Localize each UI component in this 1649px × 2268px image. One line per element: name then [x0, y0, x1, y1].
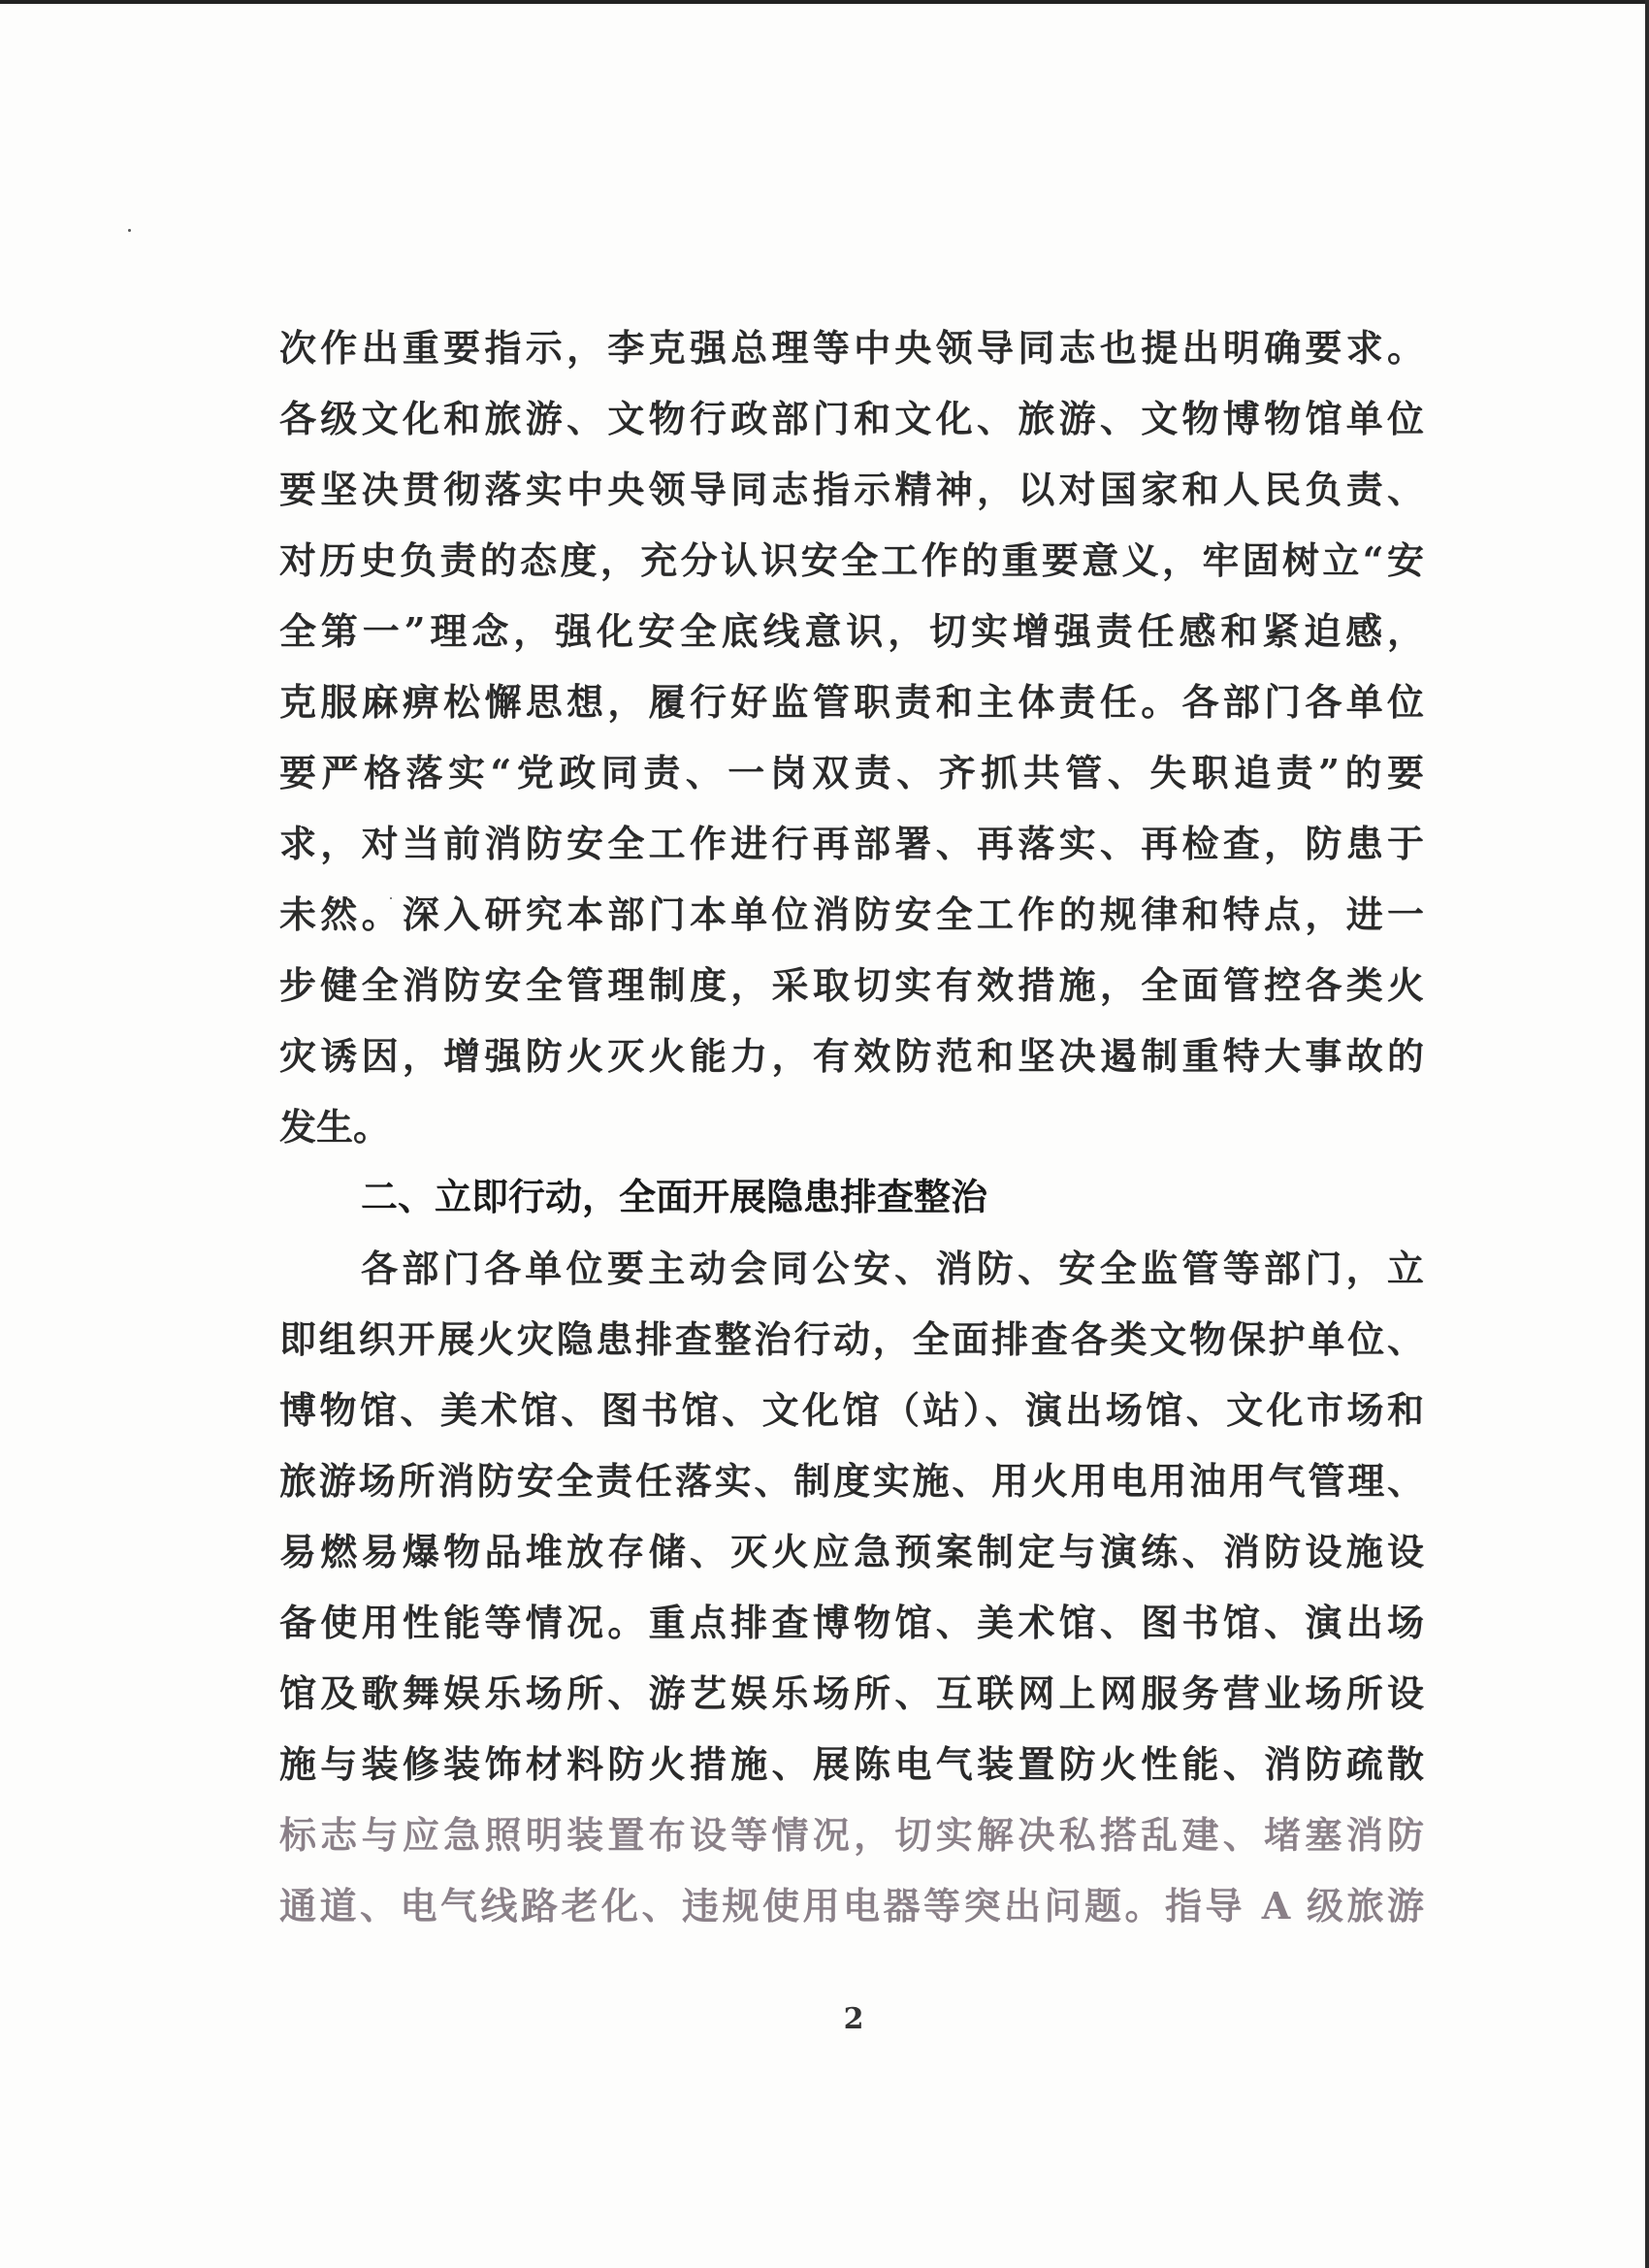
text-line: 博物馆、美术馆、图书馆、文化馆（站）、演出场馆、文化市场和	[279, 1388, 1424, 1432]
text-line: 标志与应急照明装置布设等情况，切实解决私搭乱建、堵塞消防	[279, 1813, 1424, 1857]
text-line: 馆及歌舞娱乐场所、游艺娱乐场所、互联网上网服务营业场所设	[279, 1671, 1424, 1715]
text-line: 要坚决贯彻落实中央领导同志指示精神，以对国家和人民负责、	[279, 468, 1424, 511]
text-line: 对历史负责的态度，充分认识安全工作的重要意义，牢固树立“安	[279, 538, 1424, 582]
text-line: 求，对当前消防安全工作进行再部署、再落实、再检查，防患于	[279, 822, 1424, 865]
scan-border-top	[0, 0, 1649, 4]
text-line: 各部门各单位要主动会同公安、消防、安全监管等部门，立	[361, 1247, 1424, 1290]
paragraph-1	[279, 312, 1424, 1162]
document-body	[279, 312, 1424, 1941]
text-line: 通道、电气线路老化、违规使用电器等突出问题。指导 A 级旅游	[279, 1884, 1424, 1928]
text-line: 未然。深入研究本部门本单位消防安全工作的规律和特点，进一	[279, 892, 1424, 936]
section-heading: 二、立即行动，全面开展隐患排查整治	[361, 1176, 988, 1218]
text-line: 灾诱因，增强防火灭火能力，有效防范和坚决遏制重特大事故的	[279, 1034, 1424, 1078]
text-line: 旅游场所消防安全责任落实、制度实施、用火用电用油用气管理、	[279, 1459, 1424, 1503]
text-line: 克服麻痹松懈思想，履行好监管职责和主体责任。各部门各单位	[279, 680, 1424, 724]
text-line: 要严格落实“党政同责、一岗双责、齐抓共管、失职追责”的要	[279, 751, 1424, 794]
text-line: 易燃易爆物品堆放存储、灭火应急预案制定与演练、消防设施设	[279, 1530, 1424, 1573]
paragraph-2	[279, 1233, 1424, 1941]
scan-border-right	[1645, 0, 1649, 2268]
text-line: 各级文化和旅游、文物行政部门和文化、旅游、文物博物馆单位	[279, 397, 1424, 440]
text-line: 备使用性能等情况。重点排查博物馆、美术馆、图书馆、演出场	[279, 1601, 1424, 1644]
text-line: 次作出重要指示，李克强总理等中央领导同志也提出明确要求。	[279, 326, 1424, 370]
page-number: 2	[843, 2002, 864, 2036]
text-line: 全第一”理念，强化安全底线意识，切实增强责任感和紧迫感，	[279, 609, 1424, 653]
scan-speck	[128, 229, 131, 232]
text-line: 施与装修装饰材料防火措施、展陈电气装置防火性能、消防疏散	[279, 1742, 1424, 1786]
text-line: 步健全消防安全管理制度，采取切实有效措施，全面管控各类火	[279, 963, 1424, 1007]
text-line: 即组织开展火灾隐患排查整治行动，全面排查各类文物保护单位、	[279, 1317, 1424, 1361]
text-line: 发生。	[279, 1105, 391, 1149]
